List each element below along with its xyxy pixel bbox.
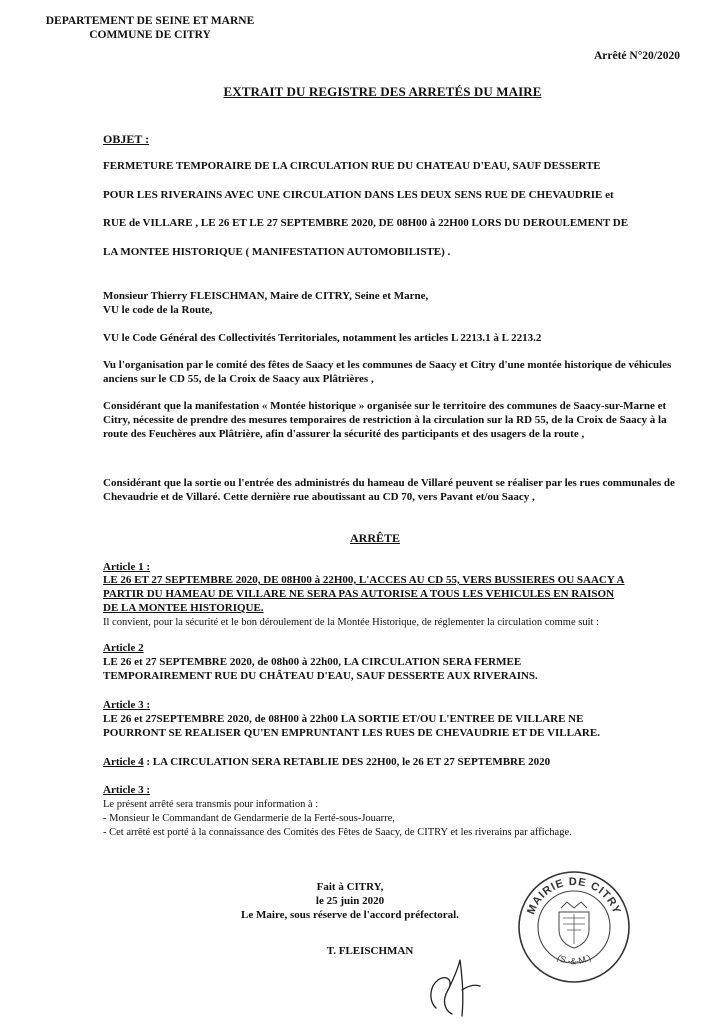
decree-reference: Arrêté N°20/2020	[593, 50, 680, 62]
svg-text:(S.-&-M.): (S.-&-M.)	[555, 952, 593, 967]
article-3-title: Article 3 :	[103, 699, 151, 711]
vu-code-route: VU le code de la Route,	[103, 304, 213, 316]
arrete-heading: ARRÊTE	[350, 531, 401, 545]
vu-cgct: VU le Code Général des Collectivités Territoriales, notamment les articles L 2213.1 à L 2213.2	[103, 332, 542, 344]
article-3-line-1: LE 26 et 27SEPTEMBRE 2020, de 08H00 à 22h00 LA SORTIE ET/OU L'ENTREE DE VILLARE NE	[103, 713, 584, 725]
article-5-title: Article 3 :	[103, 784, 151, 796]
objet-line-2: POUR LES RIVERAINS AVEC UNE CIRCULATION DANS LES DEUX SENS RUE DE CHEVAUDRIE et	[103, 189, 614, 201]
article-3-line-2: POURRONT SE REALISER QU'EN EMPRUNTANT LES RUES DE CHEVAUDRIE ET DE VILLARE.	[103, 727, 600, 739]
article-1-line-3: DE LA MONTEE HISTORIQUE.	[103, 602, 264, 614]
vu-organisation: Vu l'organisation par le comité des fêtes de Saacy et les communes de Saacy et Citry d'une montée historique de véhicules anciens sur le CD 55, de la Croix de Saacy aux Plâtrières ,	[103, 359, 672, 385]
considerant-2: Considérant que la sortie ou l'entrée des administrés du hameau de Villaré peuvent se réaliser par les rues communales de Chevaudrie et de Villaré. Cette dernière rue aboutissant au CD 70, vers Pavant et/ou Saacy ,	[103, 477, 675, 503]
objet-label: OBJET :	[103, 132, 150, 146]
commune-name: COMMUNE DE CITRY	[89, 29, 211, 41]
considerant-1: Considérant que la manifestation « Montée historique » organisée sur le territoire des communes de Saacy-sur-Marne et Citry, nécessite de prendre des mesures temporaires de restriction à la circulation sur la RD 55, de la Croix de Saacy à la route des Feuchères aux Plâtrière, afin d'assurer la sécurité des participants et des usagers de la route ,	[103, 400, 667, 440]
article-4	[103, 756, 550, 769]
article-1-title: Article 1 :	[103, 561, 151, 573]
header-block	[30, 14, 270, 42]
article-5-item-2: - Cet arrêté est porté à la connaissance des Comités des Fêtes de Saacy, de CITRY et les riverains par affichage.	[103, 827, 572, 838]
article-1-note: Il convient, pour la sécurité et le bon déroulement de la Montée Historique, de réglementer la circulation comme suit :	[103, 617, 599, 628]
article-1-line-1: LE 26 ET 27 SEPTEMBRE 2020, DE 08H00 à 22H00, L'ACCES AU CD 55, VERS BUSSIERES OU SAACY A	[103, 574, 625, 586]
article-5-intro: Le présent arrêté sera transmis pour information à :	[103, 799, 319, 810]
article-5-item-1: - Monsieur le Commandant de Gendarmerie de la Ferté-sous-Jouarre,	[103, 813, 395, 824]
signature-block	[220, 880, 480, 922]
objet-line-3: RUE de VILLARE , LE 26 ET LE 27 SEPTEMBRE 2020, DE 08H00 à 22H00 LORS DU DEROULEMENT DE	[103, 217, 629, 229]
article-4-text: : LA CIRCULATION SERA RETABLIE DES 22H00, le 26 ET 27 SEPTEMBRE 2020	[143, 756, 551, 768]
signature-place: Fait à CITRY,	[316, 881, 384, 893]
handwritten-signature	[408, 950, 498, 1020]
document-title: EXTRAIT DU REGISTRE DES ARRETÉS DU MAIRE	[223, 84, 542, 99]
article-1-line-2: PARTIR DU HAMEAU DE VILLARE NE SERA PAS AUTORISE A TOUS LES VEHICULES EN RAISON	[103, 588, 615, 600]
signature-mayor-line: Le Maire, sous réserve de l'accord préfectoral.	[241, 909, 459, 921]
mairie-stamp	[515, 868, 633, 986]
article-2-title: Article 2	[103, 642, 144, 654]
article-2-line-2: TEMPORAIREMENT RUE DU CHÂTEAU D'EAU, SAUF DESSERTE AUX RIVERAINS.	[103, 670, 538, 682]
article-4-title: Article 4	[103, 756, 144, 768]
signatory-name: T. FLEISCHMAN	[326, 945, 414, 957]
mayor-line: Monsieur Thierry FLEISCHMAN, Maire de CITRY, Seine et Marne,	[103, 290, 429, 302]
objet-line-4: LA MONTEE HISTORIQUE ( MANIFESTATION AUTOMOBILISTE) .	[103, 246, 451, 258]
article-2-line-1: LE 26 et 27 SEPTEMBRE 2020, de 08h00 à 22h00, LA CIRCULATION SERA FERMEE	[103, 656, 522, 668]
signature-date: le 25 juin 2020	[315, 895, 385, 907]
department-name: DEPARTEMENT DE SEINE ET MARNE	[45, 15, 255, 27]
svg-text:MAIRIE DE CITRY: MAIRIE DE CITRY	[525, 875, 623, 917]
objet-line-1: FERMETURE TEMPORAIRE DE LA CIRCULATION RUE DU CHATEAU D'EAU, SAUF DESSERTE	[103, 160, 601, 172]
